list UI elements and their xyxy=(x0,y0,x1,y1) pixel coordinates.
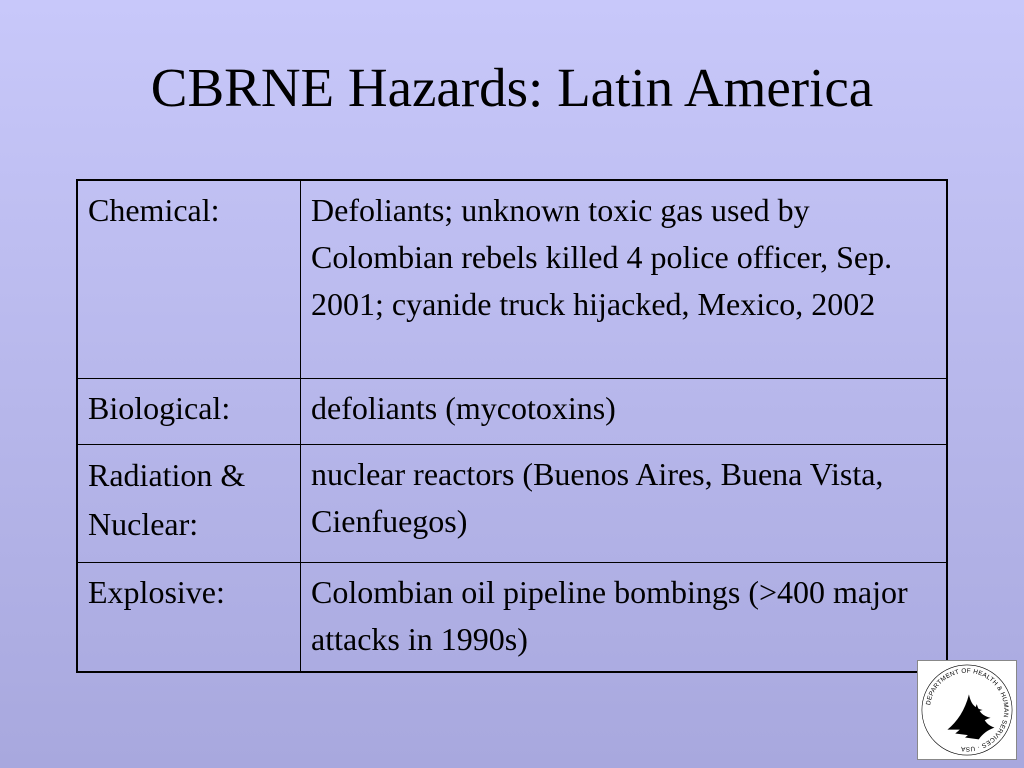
hazard-label: Explosive: xyxy=(77,563,301,673)
hazard-description: Defoliants; unknown toxic gas used by Colombian rebels killed 4 police officer, Sep. 2001; cyanide truck hijacked, Mexico, 2002 xyxy=(301,180,948,379)
table-row-biological xyxy=(77,379,947,445)
hhs-eagle-seal-icon xyxy=(918,661,1016,759)
hazard-description: Colombian oil pipeline bombings (>400 major attacks in 1990s) xyxy=(301,563,948,673)
hazard-table xyxy=(76,179,948,673)
slide-title: CBRNE Hazards: Latin America xyxy=(150,57,874,118)
hazard-label: Biological: xyxy=(77,379,301,445)
table-row-radiation-nuclear xyxy=(77,445,947,563)
seal-text: DEPARTMENT OF HEALTH & HUMAN SERVICES · USA xyxy=(925,667,1010,753)
table-row-explosive xyxy=(77,563,947,673)
table-row-chemical xyxy=(77,180,947,379)
hazard-description: defoliants (mycotoxins) xyxy=(301,379,948,445)
hazard-label: Radiation & Nuclear: xyxy=(77,445,301,563)
hhs-logo xyxy=(917,660,1017,760)
hazard-label: Chemical: xyxy=(77,180,301,379)
hazard-description: nuclear reactors (Buenos Aires, Buena Vista, Cienfuegos) xyxy=(301,445,948,563)
